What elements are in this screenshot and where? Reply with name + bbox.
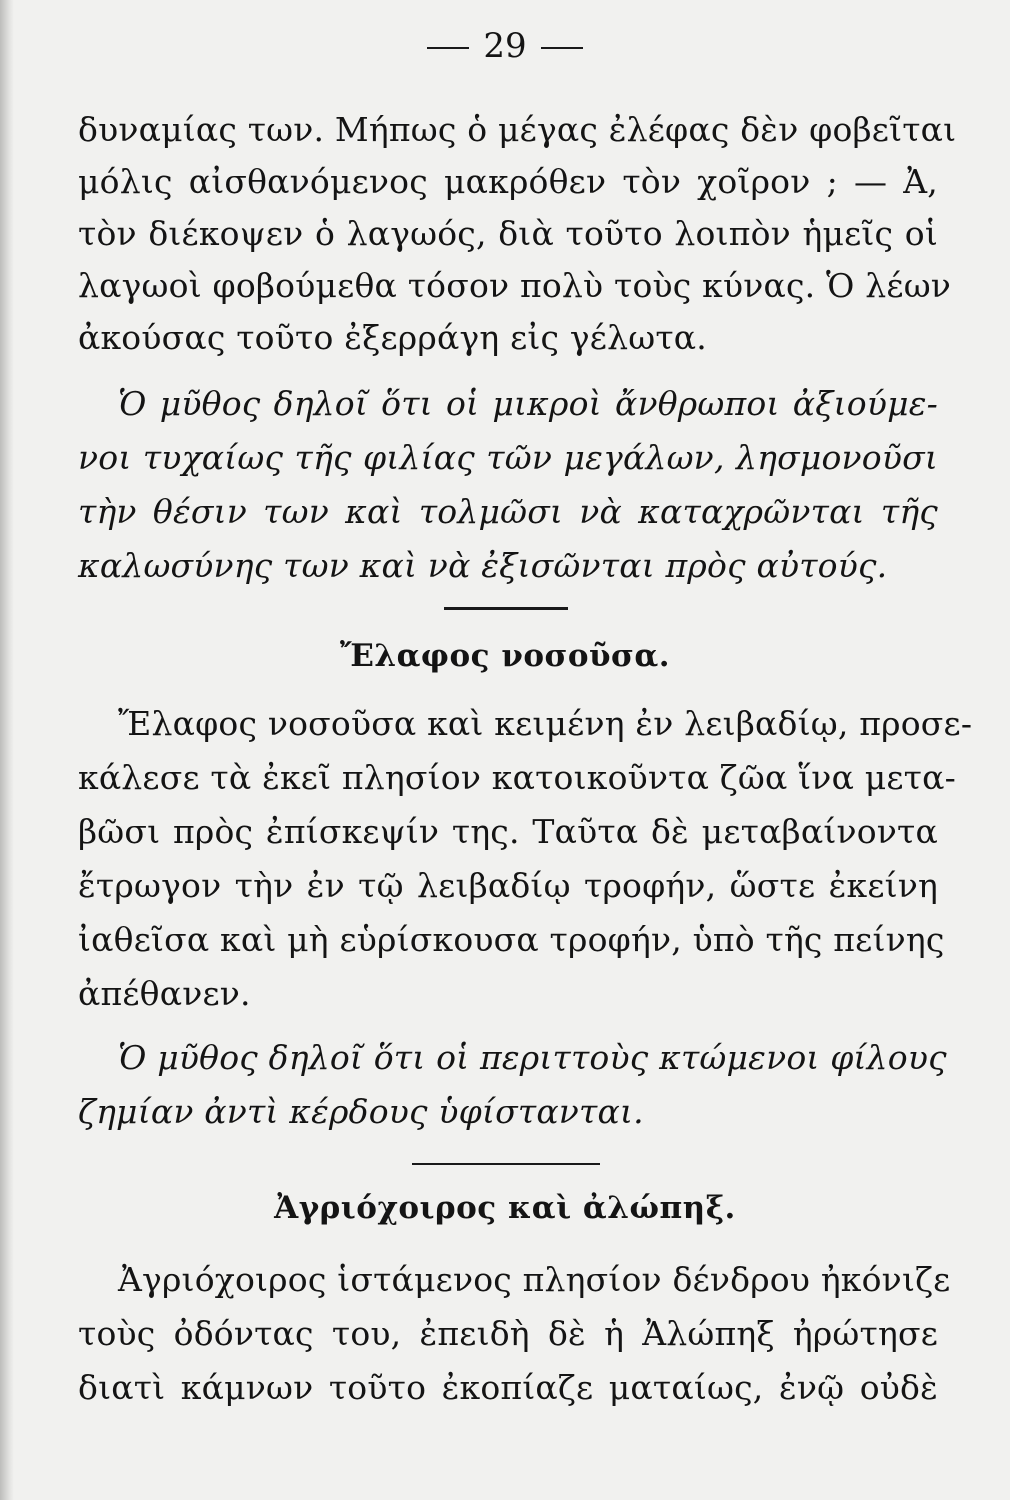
header-dash-left [427,47,469,49]
text-line: Ἀγριόχοιρος ἱστάμενος πλησίον δένδρου ἠκόνιζε [118,1260,951,1299]
text-line: βῶσι πρὸς ἐπίσκεψίν της. Ταῦτα δὲ μεταβαίνοντα [78,812,938,851]
text-line: διατὶ κάμνων τοῦτο ἐκοπίαζε ματαίως, ἐνῷ οὐδὲ [78,1368,938,1407]
text-line: ἀπέθανεν. [78,974,251,1013]
page-header [0,24,1010,68]
moral-line: καλωσύνης των καὶ νὰ ἐξισῶνται πρὸς αὐτούς. [78,546,888,585]
fable-title: Ἔλαφος νοσοῦσα. [339,638,671,674]
moral-line: νοι τυχαίως τῆς φιλίας τῶν μεγάλων, λησμονοῦσι [78,438,938,477]
text-line: λαγωοὶ φοβούμεθα τόσον πολὺ τοὺς κύνας. Ὁ λέων [78,266,952,305]
text-line: τὸν διέκοψεν ὁ λαγωός, διὰ τοῦτο λοιπὸν ἡμεῖς οἱ [78,214,938,253]
text-line: κάλεσε τὰ ἐκεῖ πλησίον κατοικοῦντα ζῶα ἵνα μετα- [78,758,956,797]
section-divider [444,607,568,610]
text-line: ἰαθεῖσα καὶ μὴ εὑρίσκουσα τροφήν, ὑπὸ τῆς πείνης [78,920,945,959]
text-line: τοὺς ὀδόντας του, ἐπειδὴ δὲ ἡ Ἀλώπηξ ἠρώτησε [78,1314,938,1353]
fable-title: Ἀγριόχοιρος καὶ ἀλώπηξ. [274,1190,736,1226]
text-line: ἔτρωγον τὴν ἐν τῷ λειβαδίῳ τροφήν, ὥστε ἐκείνη [78,866,938,905]
text-line: Ἔλαφος νοσοῦσα καὶ κειμένη ἐν λειβαδίῳ, προσε- [118,704,973,743]
moral-line: Ὁ μῦθος δηλοῖ ὅτι οἱ μικροὶ ἄνθρωποι ἀξιούμε- [118,384,938,423]
section-divider [412,1163,600,1165]
page-number: 29 [483,26,527,66]
text-line: μόλις αἰσθανόμενος μακρόθεν τὸν χοῖρον ; — Ἀ, [78,162,938,201]
text-line: ἀκούσας τοῦτο ἐξερράγη εἰς γέλωτα. [78,318,707,357]
text-line: δυναμίας των. Μήπως ὁ μέγας ἐλέφας δὲν φοβεῖται [78,110,957,149]
moral-line: Ὁ μῦθος δηλοῖ ὅτι οἱ περιττοὺς κτώμενοι φίλους [118,1038,947,1077]
moral-line: ζημίαν ἀντὶ κέρδους ὑφίστανται. [78,1092,644,1131]
header-dash-right [541,47,583,49]
moral-line: τὴν θέσιν των καὶ τολμῶσι νὰ καταχρῶνται τῆς [78,492,938,531]
